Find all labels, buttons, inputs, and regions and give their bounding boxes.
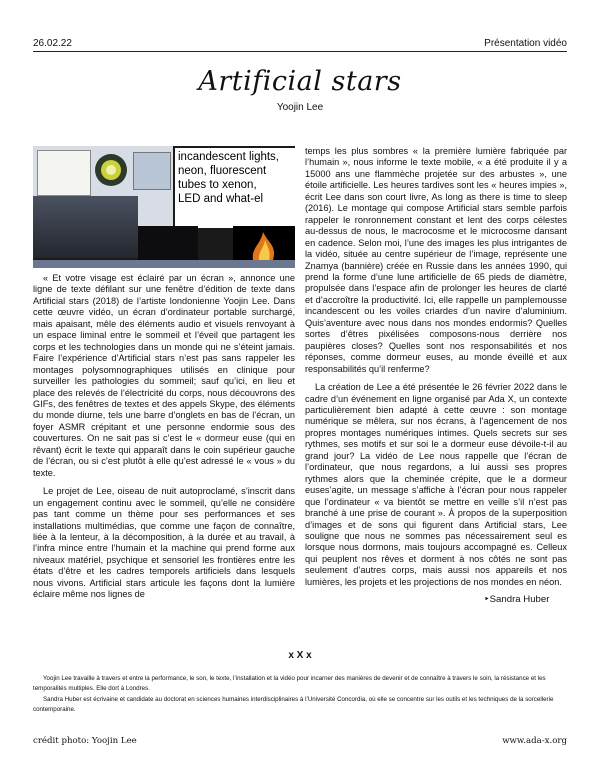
paragraph: La création de Lee a été présentée le 26 février 2022 dans le cadre d’un événement en ligne organisé par Ada X, un contexte particulièrement bien adapté à cette œuvre : son montage numérique se mêlera, sur nos écrans, à l’agencement de nos propres montages numériques intimes. Quels secrets sur ses rythmes, ses motifs et sur soi le a dormeur euse dévoile-t-il au grand jour? La vidéo de Lee nous rappelle que l’écran de l’ordinateur, que nous regardons, a lui aussi ses propres rythmes alors que la cheminée crépite, que le a dormeur euses’agite, un message s’affiche à l’écran pour nous rappeler que l’ordinateur « va bientôt se mettre en veille s’il n’est pas branché à une prise de courant ». À propos de la superposition d’images et de sons qui figurent dans Artificial stars, Lee souligne que nous ne sommes pas nécessairement seul es lorsque nous dormons, mais toujours accompagné es. Celleux qui peuplent nos rêves et dorment à nos côtés ne sont pas seulement d’autres corps, mais aussi nos appareils et nos lumières, les projets et les projections de nos mondes en néon. <box>305 382 567 587</box>
author-signature: ‣Sandra Huber <box>484 594 550 605</box>
bios <box>33 674 567 716</box>
photo-credit: crédit photo: Yoojin Lee <box>33 736 137 746</box>
sleeping-person-image <box>33 196 138 258</box>
header-rule <box>33 51 567 52</box>
section-divider: x X x <box>288 650 312 661</box>
text-editor-window <box>37 150 91 196</box>
paragraph: Le projet de Lee, oiseau de nuit autoproclamé, s’inscrit dans un engagement continu avec le sommeil, qu’elle ne considère pas tant comme un thème pour ses performances et ses installations multimédias, que comme une façon de connaître, liée à la lenteur, à la décomposition, à la durée et au travail, à l’infra mince entre l’humain et la machine qui prend forme aux niveaux matériel, psychique et sensoriel les frontières entre les états d’être et les cadres temporels artificiels dans lesquels nous vivons. Artificial stars articule les façons dont la lumière éclaire même nos lignes de <box>33 486 295 600</box>
writer-bio: Sandra Huber est écrivaine et candidate au doctorat en sciences humaines interdisciplinaires à l’Université Concordia, où elle se concentre sur les outils et les techniques de la sorcellerie contemporaine. <box>33 696 554 713</box>
taskbar <box>33 260 295 268</box>
artificial-moon-image <box>93 152 129 188</box>
body-column-right <box>305 146 567 588</box>
artist-bio: Yoojin Lee travaille à travers et entre la performance, le son, le texte, l’installation et la vidéo pour incarner des manières de devenir et de connaître à travers le soin, la résistance et les temporalités multiples. Elle dort à Londres. <box>33 675 546 692</box>
skype-window <box>133 152 171 190</box>
section-label: Présentation vidéo <box>484 38 567 49</box>
dark-screen <box>138 226 198 260</box>
artist-name: Yoojin Lee <box>276 102 324 113</box>
video-still-image <box>33 146 295 268</box>
body-column-left <box>33 273 295 601</box>
issue-date: 26.02.22 <box>33 38 72 49</box>
fireplace-image <box>233 226 295 260</box>
website-link[interactable]: www.ada-x.org <box>502 736 567 746</box>
overlay-line: tubes to xenon, <box>178 179 257 191</box>
page-title: Artificial stars <box>198 66 402 97</box>
overlay-line: LED and what-el <box>178 193 264 205</box>
paragraph: « Et votre visage est éclairé par un écran », annonce une ligne de texte défilant sur une fenêtre d’édition de texte dans Artificial stars (2018) de l’artiste londonienne Yoojin Lee. Dans cette œuvre vidéo, un écran d’ordinateur portable surchargé, mais apaisant, mêle des éléments audio et visuels renvoyant à un espace liminal entre le sommeil et l’éveil que partagent les corps et les technologies dans un monde qui ne s’éteint jamais. Faire l’expérience d’Artificial stars n’est pas sans rappeler les montages polysomnographiques utilisés en clinique pour surveiller les pathologies du sommeil; sauf qu’ici, en lieu et place des relevés de l’électricité du corps, nous découvrons des GIFs, des fenêtres de textes et des appels Skype, des éléments du monde diurne, tels une barre d’onglets en bas de l’écran, un foyer ASMR crépitant et une personne endormie sous des couvertures. On ne sait pas si c’est le « dormeur euse (qui en rêvant) écrit le texte qui apparaît dans le coin supérieur gauche de l’écran, ou si c’est plutôt à elle qu’est adressé le « vous » du texte. <box>33 273 295 478</box>
overlay-line: incandescent lights, <box>178 151 280 163</box>
overlay-line: neon, fluorescent <box>178 165 267 177</box>
fire-icon <box>233 226 295 260</box>
overlay-text-box <box>175 148 295 228</box>
paragraph: temps les plus sombres « la première lumière fabriquée par l’humain », nous informe le texte mobile, « a été produite il y a 15000 ans une flammèche projetée sur des arbustes », une étoile artificielle. Les heures tardives sont les « heures impies », écrit Lee dans son court livre, As long as there is time to sleep (2016). Le montage qui compose Artificial stars semble parfois rappeler le ronronnement constant et lent des corps célestes au-dessus de nous, le macrocosme et le microcosme dansant en cadence. Selon moi, l’une des images les plus intrigantes de la vidéo, située au centre supérieur de l’image, représente une Znamya (bannière) créée en Russie dans les années 1990, qui prend la forme d’une lune artificielle de 65 pieds de diamètre, propulsée dans l’espace afin de prolonger les heures de clarté et d’accroître la productivité. Ici, elle rappelle un pamplemousse incandescent ou les voiles criardes d’un navire d’aluminium. Quis’aventure avec nous dans nos mondes endormis? Quelles sortes d’êtres pixélisées composons-nous derrière nos paupières closes? Quelles sont nos responsabilités et nos réponses, comme dormeur euses, au monde éveillé et aux responsabilités qu’il renferme? <box>305 146 567 374</box>
